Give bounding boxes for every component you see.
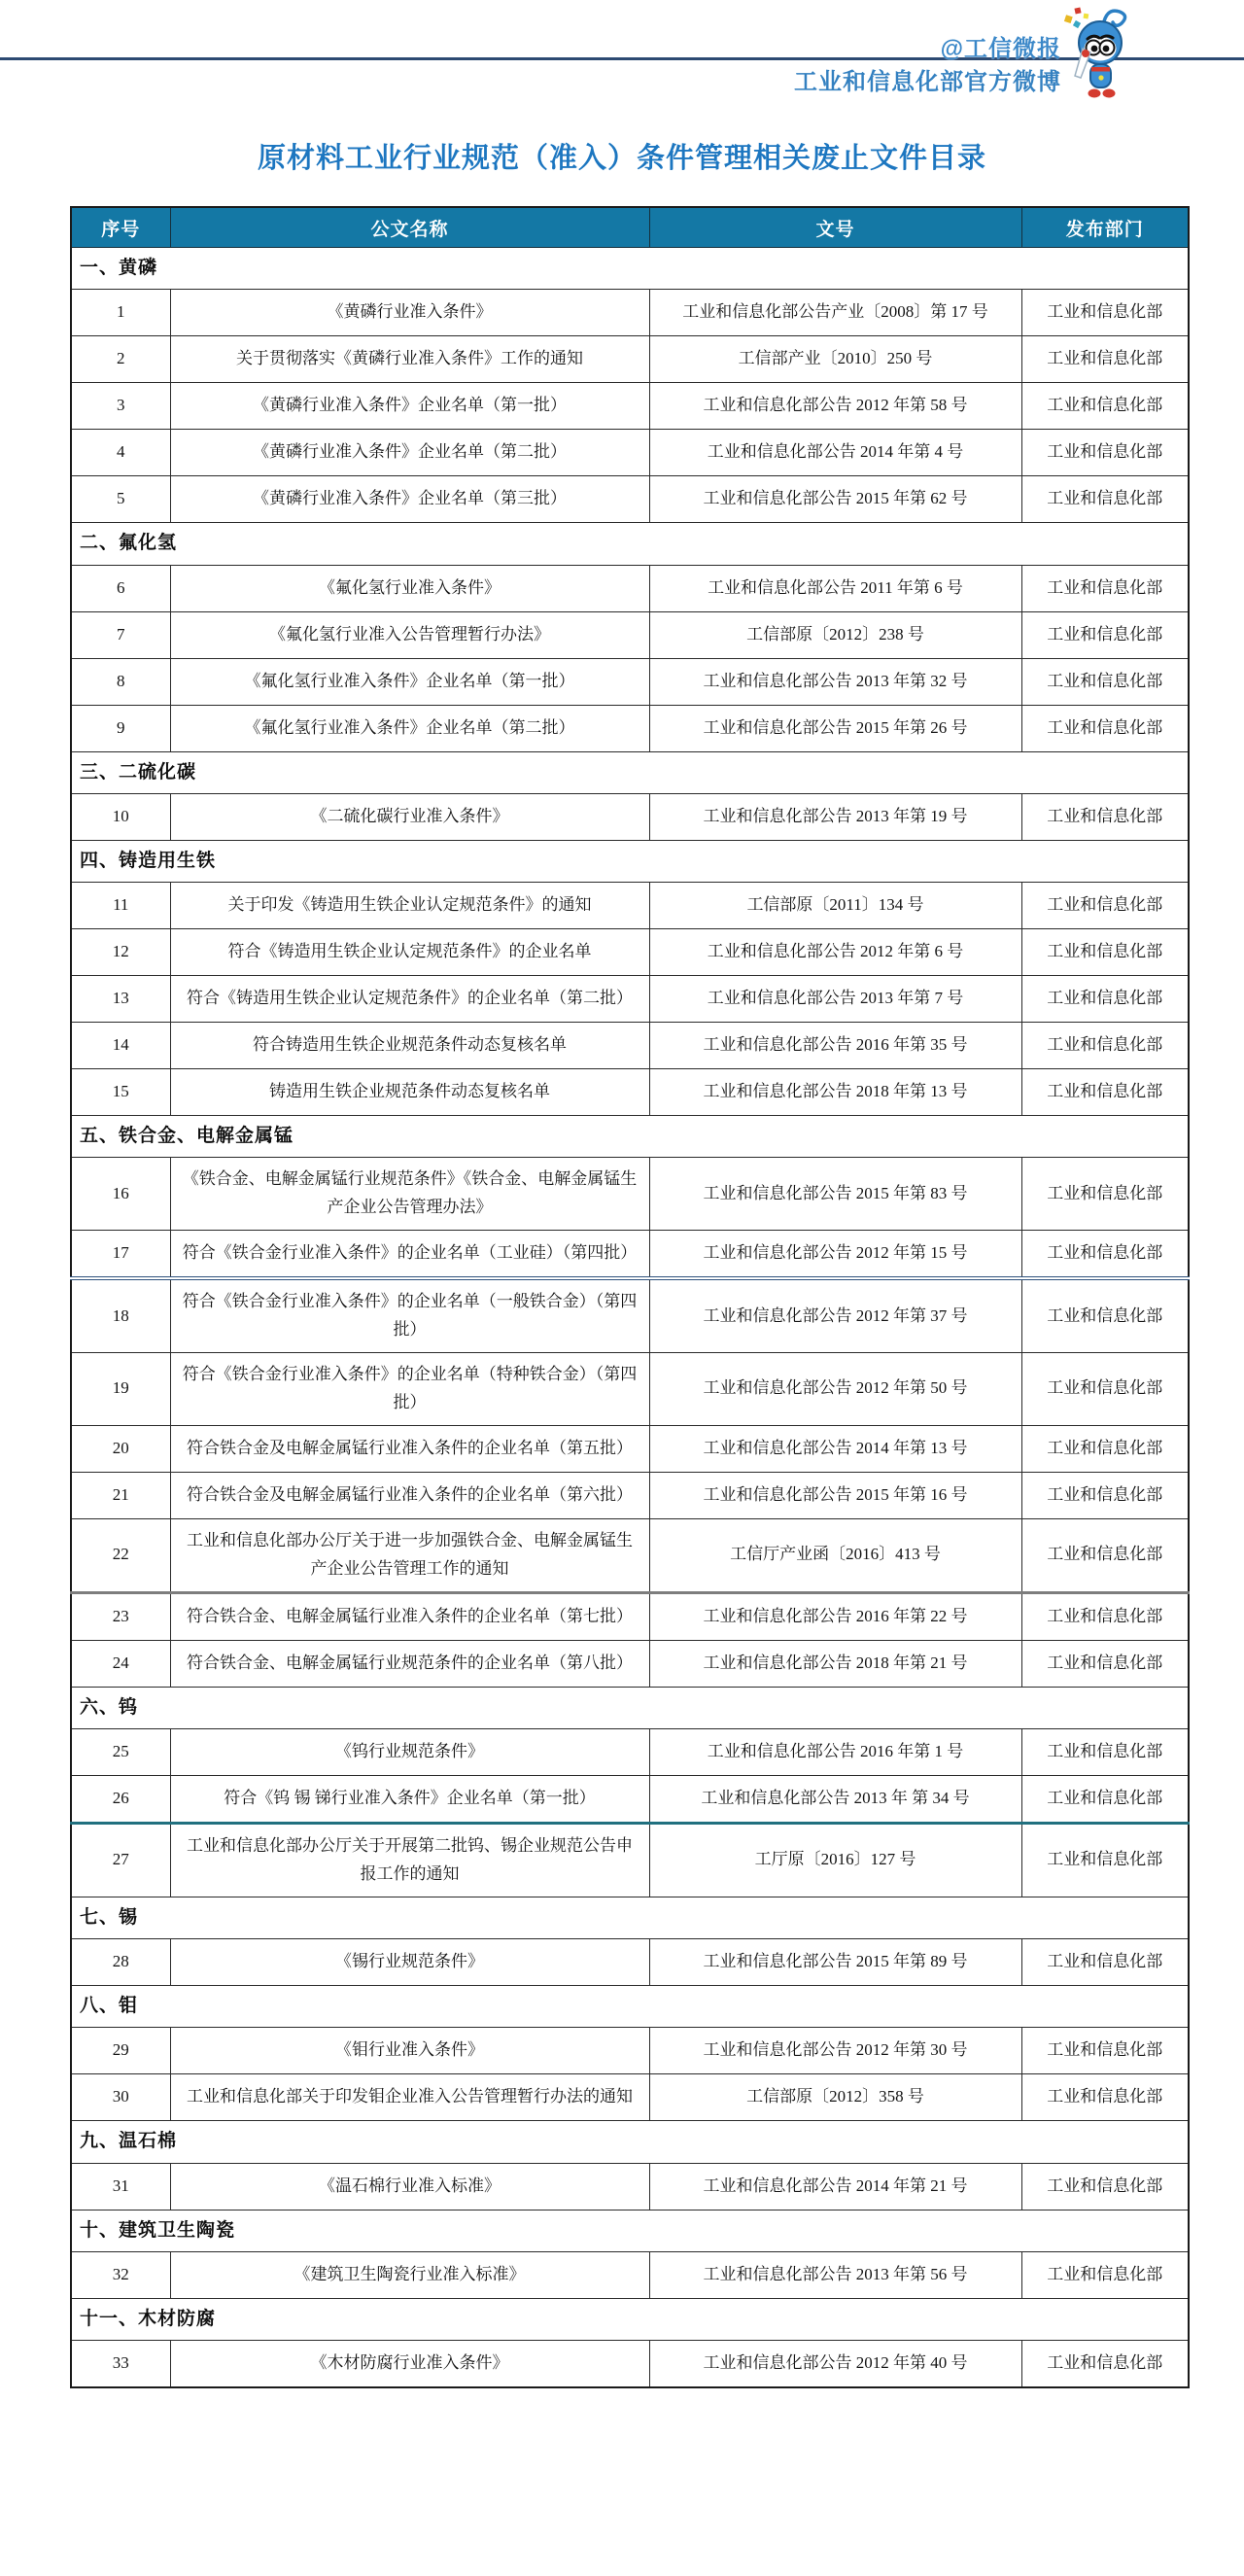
cell-name: 《钼行业准入条件》 xyxy=(170,2028,649,2074)
cell-dept: 工业和信息化部 xyxy=(1021,565,1189,611)
header-col-number: 文号 xyxy=(649,207,1021,248)
doc-row xyxy=(71,565,1189,611)
doc-row xyxy=(71,1823,1189,1897)
cell-name: 符合《铸造用生铁企业认定规范条件》的企业名单（第二批） xyxy=(170,976,649,1023)
section-label: 十、建筑卫生陶瓷 xyxy=(71,2210,1189,2251)
cell-dept: 工业和信息化部 xyxy=(1021,2251,1189,2298)
cell-dept: 工业和信息化部 xyxy=(1021,1775,1189,1823)
section-row xyxy=(71,1985,1189,2027)
cell-number: 工业和信息化部公告 2012 年第 15 号 xyxy=(649,1231,1021,1279)
cell-index: 27 xyxy=(71,1823,170,1897)
cell-name: 铸造用生铁企业规范条件动态复核名单 xyxy=(170,1069,649,1116)
cell-dept: 工业和信息化部 xyxy=(1021,1823,1189,1897)
section-row xyxy=(71,840,1189,882)
page-title: 原材料工业行业规范（准入）条件管理相关废止文件目录 xyxy=(257,143,986,174)
cell-number: 工信部产业〔2010〕250 号 xyxy=(649,336,1021,383)
cell-index: 9 xyxy=(71,705,170,751)
cell-name: 《黄磷行业准入条件》企业名单（第一批） xyxy=(170,383,649,430)
section-label: 八、钼 xyxy=(71,1985,1189,2027)
weibo-handle: @工信微报 xyxy=(940,36,1061,62)
cell-name: 符合铁合金、电解金属锰行业规范条件的企业名单（第八批） xyxy=(170,1640,649,1687)
cell-dept: 工业和信息化部 xyxy=(1021,929,1189,976)
doc-row xyxy=(71,2074,1189,2121)
cell-index: 13 xyxy=(71,976,170,1023)
cell-name: 符合《铁合金行业准入条件》的企业名单（特种铁合金）（第四批） xyxy=(170,1353,649,1426)
cell-number: 工信部原〔2011〕134 号 xyxy=(649,883,1021,929)
cell-index: 24 xyxy=(71,1640,170,1687)
cell-dept: 工业和信息化部 xyxy=(1021,705,1189,751)
cell-number: 工业和信息化部公告 2012 年第 30 号 xyxy=(649,2028,1021,2074)
cell-number: 工业和信息化部公告 2013 年第 19 号 xyxy=(649,793,1021,840)
cell-index: 30 xyxy=(71,2074,170,2121)
cell-index: 31 xyxy=(71,2163,170,2210)
cell-number: 工业和信息化部公告 2015 年第 83 号 xyxy=(649,1158,1021,1231)
table-header-row xyxy=(71,207,1189,248)
section-label: 五、铁合金、电解金属锰 xyxy=(71,1116,1189,1158)
cell-name: 《氟化氢行业准入条件》企业名单（第二批） xyxy=(170,705,649,751)
doc-row xyxy=(71,1472,1189,1518)
cell-dept: 工业和信息化部 xyxy=(1021,611,1189,658)
cell-dept: 工业和信息化部 xyxy=(1021,1278,1189,1352)
cell-index: 22 xyxy=(71,1518,170,1592)
cell-number: 工业和信息化部公告 2013 年第 32 号 xyxy=(649,658,1021,705)
cell-number: 工业和信息化部公告 2014 年第 21 号 xyxy=(649,2163,1021,2210)
cell-name: 符合铁合金及电解金属锰行业准入条件的企业名单（第五批） xyxy=(170,1425,649,1472)
cell-name: 符合《钨 锡 锑行业准入条件》企业名单（第一批） xyxy=(170,1775,649,1823)
cell-index: 28 xyxy=(71,1938,170,1985)
cell-name: 关于印发《铸造用生铁企业认定规范条件》的通知 xyxy=(170,883,649,929)
cell-name: 工业和信息化部关于印发钼企业准入公告管理暂行办法的通知 xyxy=(170,2074,649,2121)
doc-row xyxy=(71,2163,1189,2210)
cell-dept: 工业和信息化部 xyxy=(1021,1231,1189,1279)
section-row xyxy=(71,2210,1189,2251)
cell-name: 《木材防腐行业准入条件》 xyxy=(170,2341,649,2388)
cell-dept: 工业和信息化部 xyxy=(1021,1938,1189,1985)
cell-number: 工业和信息化部公告 2018 年第 21 号 xyxy=(649,1640,1021,1687)
header-col-index: 序号 xyxy=(71,207,170,248)
cell-number: 工业和信息化部公告 2014 年第 4 号 xyxy=(649,430,1021,476)
cell-number: 工业和信息化部公告 2016 年第 35 号 xyxy=(649,1023,1021,1069)
cell-index: 29 xyxy=(71,2028,170,2074)
section-label: 二、氟化氢 xyxy=(71,523,1189,565)
doc-row xyxy=(71,2028,1189,2074)
cell-index: 7 xyxy=(71,611,170,658)
doc-row xyxy=(71,290,1189,336)
cell-index: 33 xyxy=(71,2341,170,2388)
cell-name: 工业和信息化部办公厅关于进一步加强铁合金、电解金属锰生产企业公告管理工作的通知 xyxy=(170,1518,649,1592)
cell-index: 25 xyxy=(71,1728,170,1775)
cell-index: 18 xyxy=(71,1278,170,1352)
cell-number: 工业和信息化部公告 2015 年第 26 号 xyxy=(649,705,1021,751)
cell-name: 《建筑卫生陶瓷行业准入标准》 xyxy=(170,2251,649,2298)
doc-row xyxy=(71,1518,1189,1592)
section-row xyxy=(71,1897,1189,1938)
doc-row xyxy=(71,2251,1189,2298)
cell-index: 15 xyxy=(71,1069,170,1116)
doc-row xyxy=(71,1353,1189,1426)
cell-dept: 工业和信息化部 xyxy=(1021,1518,1189,1592)
doc-row xyxy=(71,1938,1189,1985)
section-row xyxy=(71,523,1189,565)
doc-row xyxy=(71,1069,1189,1116)
cell-name: 《铁合金、电解金属锰行业规范条件》《铁合金、电解金属锰生产企业公告管理办法》 xyxy=(170,1158,649,1231)
cell-name: 《温石棉行业准入标准》 xyxy=(170,2163,649,2210)
cell-name: 符合铁合金及电解金属锰行业准入条件的企业名单（第六批） xyxy=(170,1472,649,1518)
cell-index: 17 xyxy=(71,1231,170,1279)
cell-dept: 工业和信息化部 xyxy=(1021,793,1189,840)
weibo-banner xyxy=(0,0,1244,107)
cell-number: 工业和信息化部公告 2015 年第 89 号 xyxy=(649,1938,1021,1985)
cell-name: 符合《铸造用生铁企业认定规范条件》的企业名单 xyxy=(170,929,649,976)
cell-number: 工业和信息化部公告 2012 年第 6 号 xyxy=(649,929,1021,976)
section-label: 四、铸造用生铁 xyxy=(71,840,1189,882)
cell-name: 《氟化氢行业准入公告管理暂行办法》 xyxy=(170,611,649,658)
cell-name: 《二硫化碳行业准入条件》 xyxy=(170,793,649,840)
cell-dept: 工业和信息化部 xyxy=(1021,476,1189,523)
cell-number: 工业和信息化部公告 2011 年第 6 号 xyxy=(649,565,1021,611)
cell-number: 工业和信息化部公告 2013 年 第 34 号 xyxy=(649,1775,1021,1823)
table-body xyxy=(71,248,1189,2388)
doc-row xyxy=(71,1775,1189,1823)
cell-dept: 工业和信息化部 xyxy=(1021,290,1189,336)
cell-number: 工信部原〔2012〕358 号 xyxy=(649,2074,1021,2121)
mascot-icon xyxy=(1061,6,1135,108)
cell-name: 符合《铁合金行业准入条件》的企业名单（一般铁合金）（第四批） xyxy=(170,1278,649,1352)
cell-name: 符合铁合金、电解金属锰行业准入条件的企业名单（第七批） xyxy=(170,1592,649,1640)
doc-row xyxy=(71,611,1189,658)
cell-dept: 工业和信息化部 xyxy=(1021,1472,1189,1518)
section-row xyxy=(71,248,1189,290)
doc-row xyxy=(71,1158,1189,1231)
cell-dept: 工业和信息化部 xyxy=(1021,1353,1189,1426)
cell-dept: 工业和信息化部 xyxy=(1021,383,1189,430)
cell-index: 4 xyxy=(71,430,170,476)
cell-dept: 工业和信息化部 xyxy=(1021,1640,1189,1687)
cell-dept: 工业和信息化部 xyxy=(1021,336,1189,383)
cell-index: 20 xyxy=(71,1425,170,1472)
cell-name: 《黄磷行业准入条件》企业名单（第二批） xyxy=(170,430,649,476)
header-col-name: 公文名称 xyxy=(170,207,649,248)
cell-index: 10 xyxy=(71,793,170,840)
doc-row xyxy=(71,883,1189,929)
cell-index: 6 xyxy=(71,565,170,611)
cell-index: 11 xyxy=(71,883,170,929)
section-label: 十一、木材防腐 xyxy=(71,2298,1189,2340)
cell-index: 1 xyxy=(71,290,170,336)
cell-dept: 工业和信息化部 xyxy=(1021,976,1189,1023)
doc-row xyxy=(71,1023,1189,1069)
weibo-account-name: 工业和信息化部官方微博 xyxy=(794,69,1061,95)
cell-dept: 工业和信息化部 xyxy=(1021,2074,1189,2121)
section-row xyxy=(71,751,1189,793)
doc-row xyxy=(71,2341,1189,2388)
cell-number: 工业和信息化部公告 2012 年第 50 号 xyxy=(649,1353,1021,1426)
cell-number: 工业和信息化部公告 2016 年第 22 号 xyxy=(649,1592,1021,1640)
cell-name: 工业和信息化部办公厅关于开展第二批钨、锡企业规范公告申报工作的通知 xyxy=(170,1823,649,1897)
doc-row xyxy=(71,476,1189,523)
doc-row xyxy=(71,1728,1189,1775)
doc-row xyxy=(71,1278,1189,1352)
section-label: 九、温石棉 xyxy=(71,2121,1189,2163)
cell-dept: 工业和信息化部 xyxy=(1021,2341,1189,2388)
cell-index: 5 xyxy=(71,476,170,523)
doc-row xyxy=(71,336,1189,383)
doc-row xyxy=(71,1592,1189,1640)
cell-index: 21 xyxy=(71,1472,170,1518)
cell-dept: 工业和信息化部 xyxy=(1021,1158,1189,1231)
cell-name: 符合《铁合金行业准入条件》的企业名单（工业硅）（第四批） xyxy=(170,1231,649,1279)
cell-number: 工业和信息化部公告产业〔2008〕第 17 号 xyxy=(649,290,1021,336)
cell-index: 26 xyxy=(71,1775,170,1823)
cell-number: 工业和信息化部公告 2018 年第 13 号 xyxy=(649,1069,1021,1116)
cell-dept: 工业和信息化部 xyxy=(1021,883,1189,929)
section-row xyxy=(71,2298,1189,2340)
cell-index: 23 xyxy=(71,1592,170,1640)
cell-name: 《钨行业规范条件》 xyxy=(170,1728,649,1775)
cell-index: 8 xyxy=(71,658,170,705)
cell-index: 14 xyxy=(71,1023,170,1069)
cell-dept: 工业和信息化部 xyxy=(1021,430,1189,476)
cell-name: 《黄磷行业准入条件》 xyxy=(170,290,649,336)
cell-number: 工业和信息化部公告 2012 年第 58 号 xyxy=(649,383,1021,430)
doc-row xyxy=(71,430,1189,476)
cell-name: 《黄磷行业准入条件》企业名单（第三批） xyxy=(170,476,649,523)
cell-name: 关于贯彻落实《黄磷行业准入条件》工作的通知 xyxy=(170,336,649,383)
cell-index: 3 xyxy=(71,383,170,430)
section-label: 六、钨 xyxy=(71,1687,1189,1728)
cell-number: 工业和信息化部公告 2015 年第 16 号 xyxy=(649,1472,1021,1518)
doc-row xyxy=(71,705,1189,751)
cell-name: 《锡行业规范条件》 xyxy=(170,1938,649,1985)
cell-dept: 工业和信息化部 xyxy=(1021,1425,1189,1472)
cell-name: 《氟化氢行业准入条件》 xyxy=(170,565,649,611)
cell-number: 工业和信息化部公告 2013 年第 7 号 xyxy=(649,976,1021,1023)
doc-row xyxy=(71,1640,1189,1687)
cell-number: 工业和信息化部公告 2013 年第 56 号 xyxy=(649,2251,1021,2298)
cell-number: 工业和信息化部公告 2015 年第 62 号 xyxy=(649,476,1021,523)
cell-dept: 工业和信息化部 xyxy=(1021,1728,1189,1775)
cell-dept: 工业和信息化部 xyxy=(1021,1023,1189,1069)
doc-row xyxy=(71,929,1189,976)
doc-row xyxy=(71,383,1189,430)
doc-row xyxy=(71,1425,1189,1472)
section-row xyxy=(71,1116,1189,1158)
cell-number: 工业和信息化部公告 2012 年第 37 号 xyxy=(649,1278,1021,1352)
cell-number: 工业和信息化部公告 2012 年第 40 号 xyxy=(649,2341,1021,2388)
cell-number: 工信厅产业函〔2016〕413 号 xyxy=(649,1518,1021,1592)
section-label: 三、二硫化碳 xyxy=(71,751,1189,793)
cell-index: 12 xyxy=(71,929,170,976)
cell-dept: 工业和信息化部 xyxy=(1021,2163,1189,2210)
cell-dept: 工业和信息化部 xyxy=(1021,1069,1189,1116)
doc-row xyxy=(71,976,1189,1023)
cell-number: 工业和信息化部公告 2016 年第 1 号 xyxy=(649,1728,1021,1775)
section-label: 一、黄磷 xyxy=(71,248,1189,290)
cell-number: 工业和信息化部公告 2014 年第 13 号 xyxy=(649,1425,1021,1472)
cell-number: 工信部原〔2012〕238 号 xyxy=(649,611,1021,658)
section-row xyxy=(71,2121,1189,2163)
cell-index: 16 xyxy=(71,1158,170,1231)
cell-name: 《氟化氢行业准入条件》企业名单（第一批） xyxy=(170,658,649,705)
doc-row xyxy=(71,658,1189,705)
cell-dept: 工业和信息化部 xyxy=(1021,2028,1189,2074)
cell-name: 符合铸造用生铁企业规范条件动态复核名单 xyxy=(170,1023,649,1069)
header-col-dept: 发布部门 xyxy=(1021,207,1189,248)
cell-dept: 工业和信息化部 xyxy=(1021,1592,1189,1640)
doc-row xyxy=(71,1231,1189,1279)
section-label: 七、锡 xyxy=(71,1897,1189,1938)
cell-index: 2 xyxy=(71,336,170,383)
cell-dept: 工业和信息化部 xyxy=(1021,658,1189,705)
doc-row xyxy=(71,793,1189,840)
cell-index: 19 xyxy=(71,1353,170,1426)
cell-index: 32 xyxy=(71,2251,170,2298)
docs-table xyxy=(70,206,1190,2388)
section-row xyxy=(71,1687,1189,1728)
cell-number: 工厅原〔2016〕127 号 xyxy=(649,1823,1021,1897)
